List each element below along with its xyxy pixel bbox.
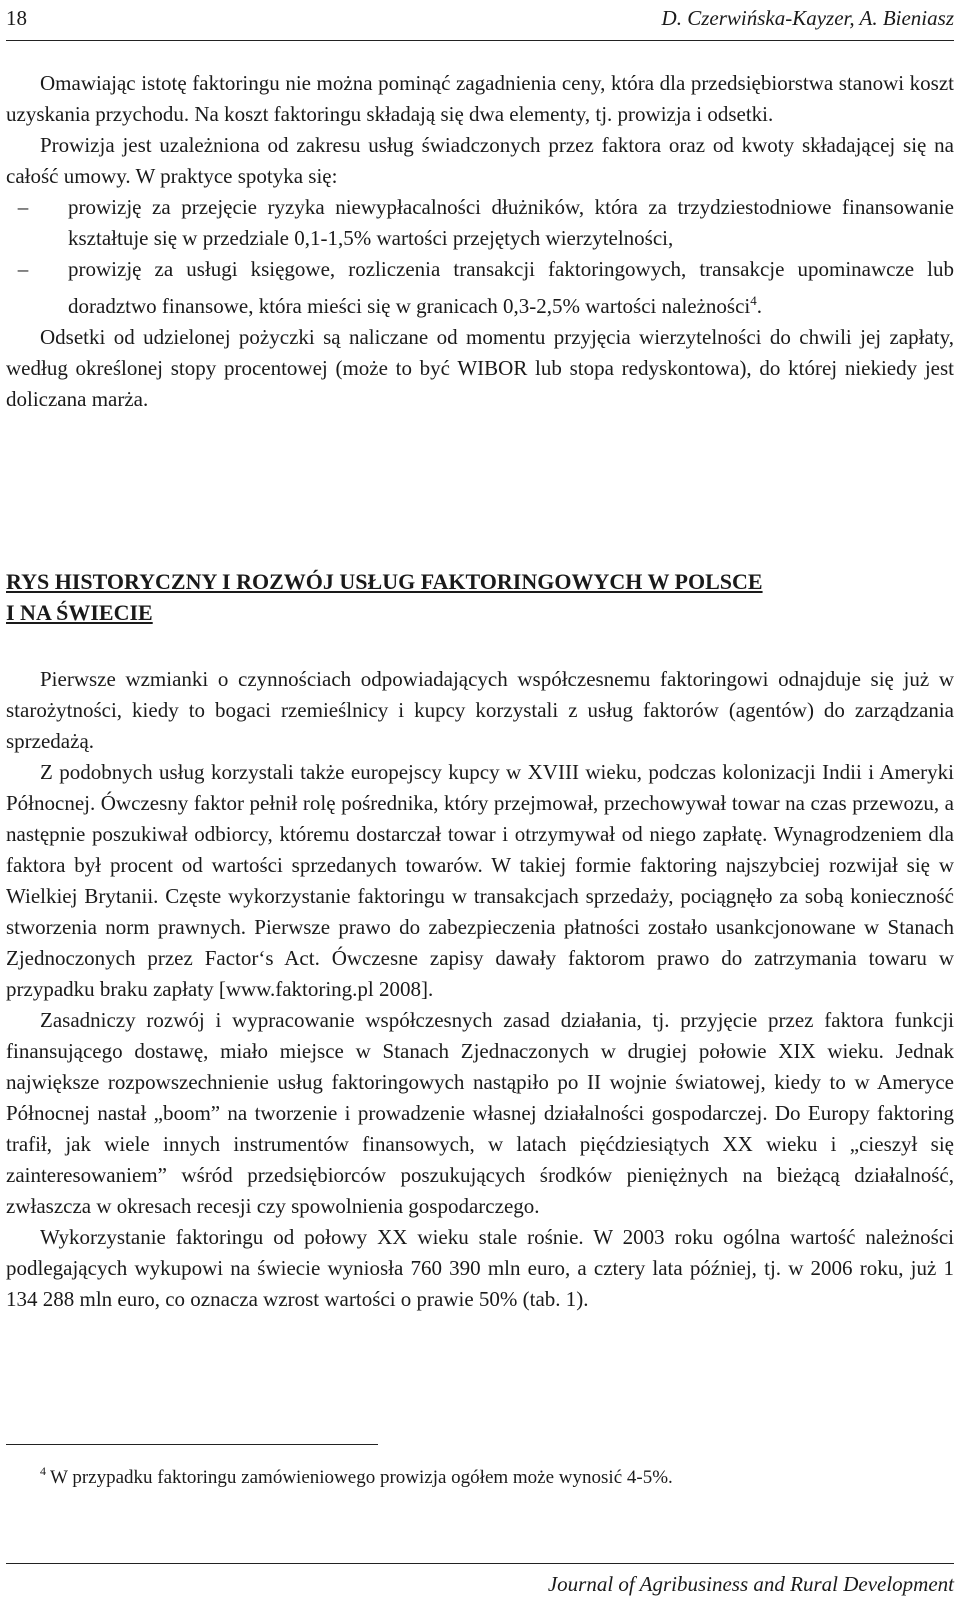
list-item xyxy=(6,192,954,254)
paragraph-growth: Wykorzystanie faktoringu od połowy XX wieku stale rośnie. W 2003 roku ogólna wartość należności podlegających wykupowi na świecie wyniosła 760 390 mln euro, a cztery lata później, tj. w 2006 roku, już 1 134 288 mln euro, co oznacza wzrost wartości o prawie 50% (tab. 1). xyxy=(6,1225,954,1311)
list-item-text: prowizję za przejęcie ryzyka niewypłacalności dłużników, która za trzydziestodniowe finansowanie kształtuje się w przedziale 0,1-1,5% wartości przejętych wierzytelności, xyxy=(68,195,954,250)
section-heading xyxy=(6,566,954,628)
list-item xyxy=(6,254,954,322)
paragraph-cost: Omawiając istotę faktoringu nie można pominąć zagadnienia ceny, która dla przedsiębiorstwa stanowi koszt uzyskania przychodu. Na koszt faktoringu składają się dwa elementy, tj. prowizja i odsetki. xyxy=(6,71,954,126)
list-item-end: . xyxy=(756,294,763,318)
page-header xyxy=(6,0,954,41)
section-history xyxy=(6,664,954,1315)
list-item-text: prowizję za usługi księgowe, rozliczenia transakcji faktoringowych, transakcje upominawcze lub doradztwo finansowe, która mieści się w granicach 0,3-2,5% wartości należności xyxy=(68,257,954,318)
running-authors: D. Czerwińska-Kayzer, A. Bieniasz xyxy=(661,6,954,30)
footer-separator xyxy=(6,1563,954,1564)
paragraph-development: Zasadniczy rozwój i wypracowanie współczesnych zasad działania, tj. przyjęcie przez faktora funkcji finansującego dostawę, miało miejsce w Stanach Zjednaczonych w drugiej połowie XIX wieku. Jednak największe rozpowszechnienie usług faktoringowych nastąpiło po II wojnie światowej, kiedy to w Ameryce Północnej nastał „boom” na tworzenie i prowadzenie własnej działalności gospodarczej. Do Europy faktoring trafił, jak wiele innych instrumentów finansowych, w latach pięćdziesiątych XX wieku i „cieszył się zainteresowaniem” wśród przedsiębiorców poszukujących środków pieniężnych na bieżącą działalność, zwłaszcza w okresach recesji czy spowolnienia gospodarczego. xyxy=(6,1008,954,1218)
section-heading-line: RYS HISTORYCZNY I ROZWÓJ USŁUG FAKTORINGOWYCH W POLSCE xyxy=(6,569,763,594)
footnote-separator xyxy=(6,1444,378,1445)
section-pricing xyxy=(6,68,954,415)
footnote xyxy=(40,1458,673,1491)
footnote-reference: 4 xyxy=(750,293,757,308)
commission-list xyxy=(6,192,954,322)
dash-bullet-icon: – xyxy=(17,195,29,219)
dash-bullet-icon: – xyxy=(17,257,29,281)
journal-footer: Journal of Agribusiness and Rural Development xyxy=(547,1572,954,1596)
page-number: 18 xyxy=(6,6,27,30)
paragraph-antiquity: Pierwsze wzmianki o czynnościach odpowiadających współczesnemu faktoringowi odnajduje się już w starożytności, kiedy to bogaci rzemieślnicy i kupcy korzystali z usług faktorów (agentów) do zarządzania sprzedażą. xyxy=(6,667,954,753)
paragraph-interest: Odsetki od udzielonej pożyczki są naliczane od momentu przyjęcia wierzytelności do chwili jej zapłaty, według określonej stopy procentowej (może to być WIBOR lub stopa redyskontowa), do której niekiedy jest doliczana marża. xyxy=(6,325,954,411)
document-page xyxy=(6,0,954,1596)
footnote-number: 4 xyxy=(40,1464,46,1478)
paragraph-commission: Prowizja jest uzależniona od zakresu usług świadczonych przez faktora oraz od kwoty składającej się na całość umowy. W praktyce spotyka się: xyxy=(6,133,954,188)
paragraph-colonial: Z podobnych usług korzystali także europejscy kupcy w XVIII wieku, podczas kolonizacji Indii i Ameryki Północnej. Ówczesny faktor pełnił rolę pośrednika, który przejmował, przechowywał towar na czas przewozu, a następnie poszukiwał odbiorcy, któremu dostarczał towar i otrzymywał od niego zapłatę. Wynagrodzeniem dla faktora był procent od wartości sprzedanych towarów. W takiej formie faktoring najszybciej rozwijał się w Wielkiej Brytanii. Częste wykorzystanie faktoringu w transakcjach sprzedaży, pociągnęło za sobą konieczność stworzenia norm prawnych. Pierwsze prawo do zabezpieczenia płatności zostało usankcjonowane w Stanach Zjednoczonych przez Factor‘s Act. Ówczesne zapisy dawały faktorom prawo do zatrzymania towaru w przypadku braku zapłaty [www.faktoring.pl 2008]. xyxy=(6,760,954,1001)
footnote-text: W przypadku faktoringu zamówieniowego prowizja ogółem może wynosić 4-5%. xyxy=(50,1467,673,1488)
section-heading-line: I NA ŚWIECIE xyxy=(6,600,153,625)
